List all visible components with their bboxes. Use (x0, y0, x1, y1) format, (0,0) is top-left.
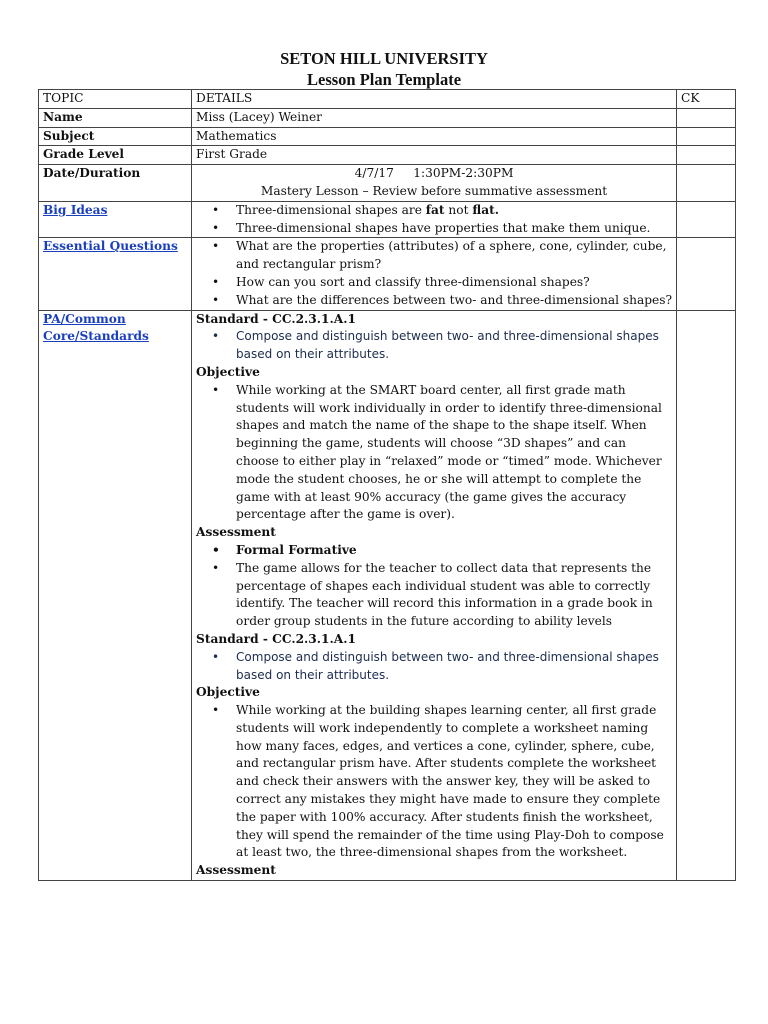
table-row (39, 165, 736, 202)
template-title: Lesson Plan Template (306, 70, 462, 89)
list-item: • Three-dimensional shapes are fat not flat. (236, 202, 672, 220)
ck-cell (677, 238, 736, 310)
list-item: • While working at the building shapes learning center, all first grade students will work independently to complete a worksheet naming how many faces, edges, and vertices a cone, cylinder, sphere, cube, and rectangular prism have. After students complete the worksheet and check their answers with the answer key, they will be asked to correct any mistakes they might have made to ensure they complete the paper with 100% accuracy. After students finish the worksheet, they will spend the remainder of the time using Play-Doh to compose at least two, the three-dimensional shapes from the worksheet. (236, 702, 672, 862)
pa-cell (39, 310, 192, 881)
table-header-row (39, 90, 736, 109)
assessment-heading: Assessment (196, 525, 276, 540)
list-item: • Formal Formative (236, 542, 672, 560)
table-row (39, 146, 736, 165)
ck-cell (677, 201, 736, 238)
col-ck-header: CK (677, 90, 736, 109)
university-title: SETON HILL UNIVERSITY (280, 49, 488, 68)
name-label: Name (39, 108, 192, 127)
ck-cell (677, 310, 736, 881)
grade-label: Grade Level (39, 146, 192, 165)
standards-link[interactable]: PA/Common Core/Standards (43, 311, 149, 344)
grade-value: First Grade (192, 146, 677, 165)
ck-cell (677, 127, 736, 146)
date-label: Date/Duration (39, 165, 192, 202)
col-topic-header: TOPIC (39, 90, 192, 109)
table-row (39, 310, 736, 881)
ck-cell (677, 165, 736, 202)
eq-content (192, 238, 677, 310)
standards-content (192, 310, 677, 881)
assessment-heading: Assessment (196, 863, 276, 878)
list-item: • What are the properties (attributes) of a sphere, cone, cylinder, cube, and rectangular prism? (236, 238, 672, 274)
essential-questions-link[interactable]: Essential Questions (43, 239, 178, 254)
big-ideas-link[interactable]: Big Ideas (43, 202, 108, 217)
objective-heading: Objective (196, 685, 260, 700)
list-item: • How can you sort and classify three-dimensional shapes? (236, 274, 672, 292)
subject-label: Subject (39, 127, 192, 146)
big-ideas-cell (39, 201, 192, 238)
ck-cell (677, 108, 736, 127)
list-item: • Compose and distinguish between two- and three-dimensional shapes based on their attributes. (236, 328, 672, 364)
name-value: Miss (Lacey) Weiner (192, 108, 677, 127)
date-cell (192, 165, 677, 202)
list-item: • Compose and distinguish between two- and three-dimensional shapes based on their attributes. (236, 649, 672, 685)
table-row (39, 108, 736, 127)
list-item: • Three-dimensional shapes have properties that make them unique. (236, 220, 672, 238)
eq-cell (39, 238, 192, 310)
date-value: 4/7/17 1:30PM-2:30PM (354, 166, 514, 181)
subject-value: Mathematics (192, 127, 677, 146)
col-details-header: DETAILS (192, 90, 677, 109)
table-row (39, 238, 736, 310)
list-item: • What are the differences between two- and three-dimensional shapes? (236, 292, 672, 310)
objective-heading: Objective (196, 364, 260, 379)
ck-cell (677, 146, 736, 165)
document-header (0, 48, 768, 90)
lesson-plan-table (38, 89, 736, 881)
big-ideas-content (192, 201, 677, 238)
standard-heading: Standard - CC.2.3.1.A.1 (196, 311, 356, 326)
standard-heading: Standard - CC.2.3.1.A.1 (196, 631, 356, 646)
list-item: • While working at the SMART board center, all first grade math students will work individually in order to identify three-dimensional shapes and match the name of the shape to the shape itself. When beginning the game, students will choose “3D shapes” and can choose to either play in “relaxed” mode or “timed” mode. Whichever mode the student chooses, he or she will attempt to complete the game with at least 90% accuracy (the game gives the accuracy percentage after the game is over). (236, 382, 672, 524)
list-item: • The game allows for the teacher to collect data that represents the percentage of shapes each individual student was able to correctly identify. The teacher will record this information in a grade book in order group students in the future according to ability levels (236, 560, 672, 631)
date-note: Mastery Lesson – Review before summative assessment (260, 183, 608, 198)
table-row (39, 201, 736, 238)
table-row (39, 127, 736, 146)
